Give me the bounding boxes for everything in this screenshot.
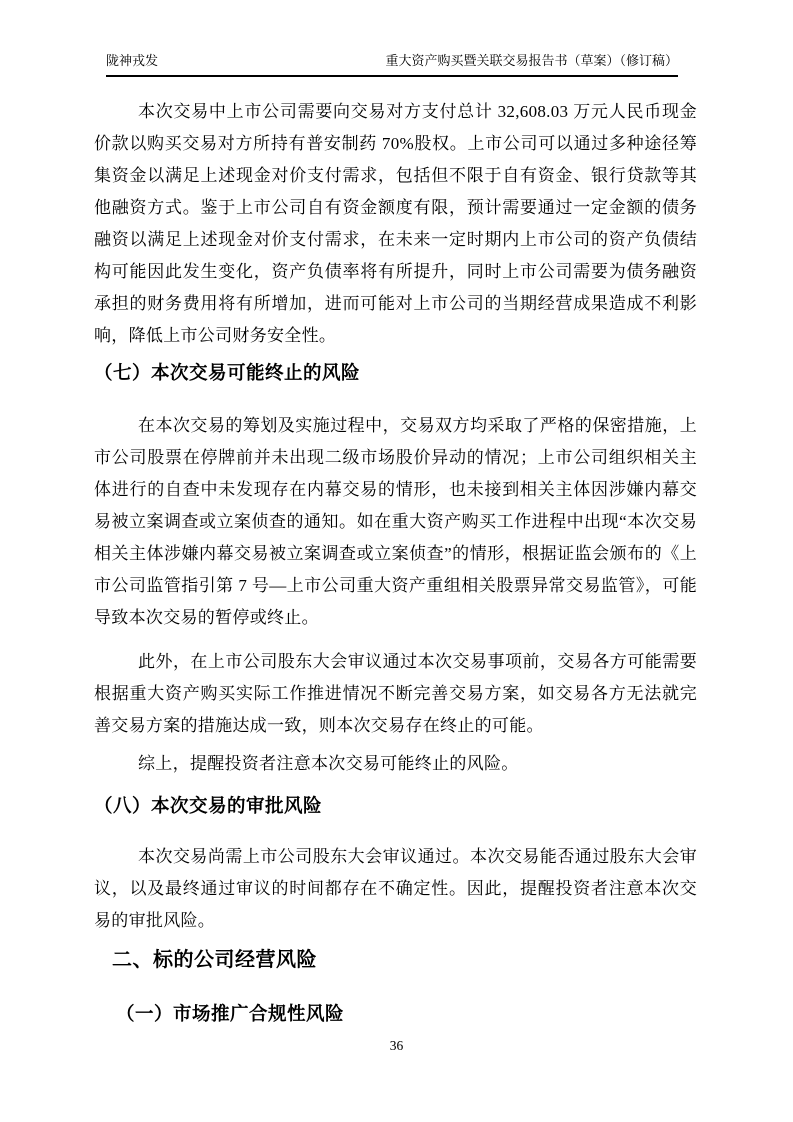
termination-paragraph-reminder: 综上，提醒投资者注意本次交易可能终止的风险。 (138, 754, 519, 773)
section-termination-risk (94, 359, 697, 387)
termination-paragraph-confidentiality: 在本次交易的筹划及实施过程中，交易双方均采取了严格的保密措施，上市公司股票在停牌前并未出现二级市场股价异动的情况；上市公司组织相关主体进行的自查中未发现存在内幕交易的情形，也未接到相关主体因涉嫌内幕交易被立案调查或立案侦查的通知。如在重大资产购买工作进程中出现“本次交易相关主体涉嫌内幕交易被立案调查或立案侦查”的情形，根据证监会颁布的《上市公司监管指引第 7 号—上市公司重大资产重组相关股票异常交易监管》，可能导致本次交易的暂停或终止。 (94, 416, 697, 627)
page-number: 36 (389, 1038, 404, 1053)
page-header (106, 52, 678, 77)
section-marketing-risk (94, 1000, 697, 1028)
intro-paragraph-block (94, 96, 697, 352)
section-heading-termination-risk: （七）本次交易可能终止的风险 (94, 362, 361, 383)
section-heading-operating-risk: 二、标的公司经营风险 (112, 949, 317, 971)
termination-paragraph-scheme: 此外，在上市公司股东大会审议通过本次交易事项前，交易各方可能需要根据重大资产购买实际工作推进情况不断完善交易方案，如交易各方无法就完善交易方案的措施达成一致，则本次交易存在终止的可能。 (94, 652, 697, 735)
section-approval-risk (94, 792, 697, 820)
termination-paragraph-2-block (94, 646, 697, 742)
section-heading-approval-risk: （八）本次交易的审批风险 (94, 795, 323, 816)
header-company-name: 陇神戎发 (106, 53, 159, 68)
approval-paragraph-block (94, 841, 697, 937)
approval-paragraph: 本次交易尚需上市公司股东大会审议通过。本次交易能否通过股东大会审议，以及最终通过审议的时间都存在不确定性。因此，提醒投资者注意本次交易的审批风险。 (94, 847, 697, 930)
page-footer (0, 1036, 793, 1056)
section-heading-marketing-compliance-risk: （一）市场推广合规性风险 (116, 1003, 345, 1024)
termination-paragraph-3-block (94, 748, 697, 780)
section-operating-risk (94, 945, 697, 975)
header-report-title: 重大资产购买暨关联交易报告书（草案）（修订稿） (385, 53, 678, 68)
termination-paragraph-1-block (94, 410, 697, 634)
intro-paragraph: 本次交易中上市公司需要向交易对方支付总计 32,608.03 万元人民币现金价款以购买交易对方所持有普安制药 70%股权。上市公司可以通过多种途径筹集资金以满足上述现金对价支付需求，包括但不限于自有资金、银行贷款等其他融资方式。鉴于上市公司自有资金额度有限，预计需要通过一定金额的债务融资以满足上述现金对价支付需求，在未来一定时期内上市公司的资产负债结构可能因此发生变化，资产负债率将有所提升，同时上市公司需要为债务融资承担的财务费用将有所增加，进而可能对上市公司的当期经营成果造成不利影响，降低上市公司财务安全性。 (94, 102, 697, 345)
